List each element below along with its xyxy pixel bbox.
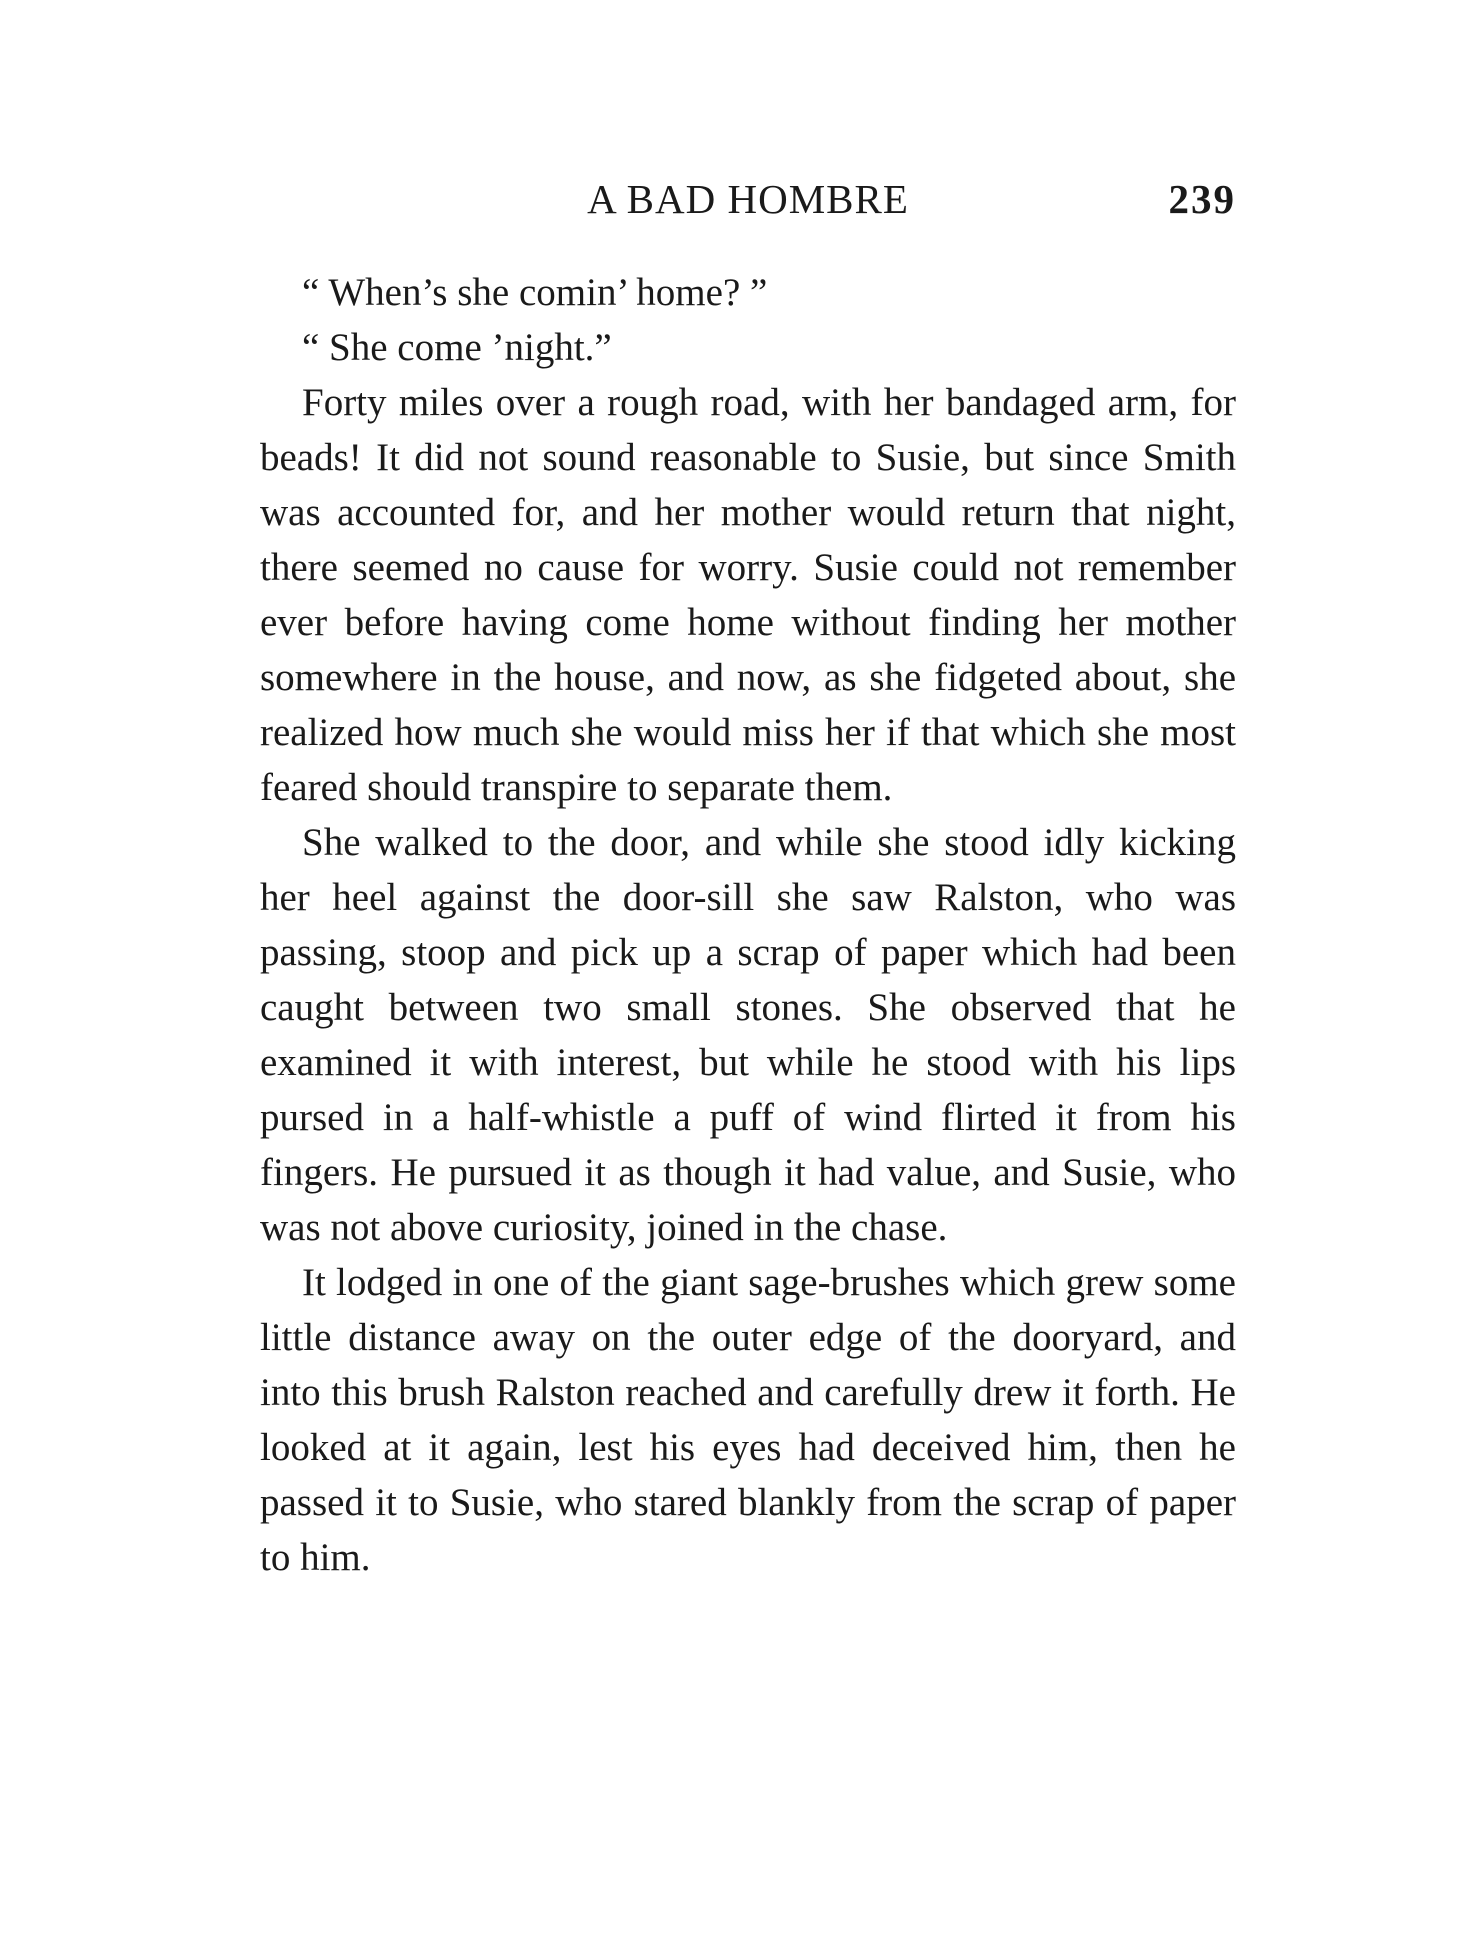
- running-title: A BAD HOMBRE: [587, 176, 909, 222]
- page-number: 239: [1168, 176, 1236, 222]
- paragraph-dialogue-1: “ When’s she comin’ home? ”: [302, 271, 768, 314]
- running-head: [260, 175, 1236, 225]
- paragraph-2: She walked to the door, and while she stood idly kicking her heel against the door-sill she saw Ralston, who was passing, stoop and pick up a scrap of paper which had been caught between two small stones. She observed that he examined it with interest, but while he stood with his lips pursed in a half-whistle a puff of wind flirted it from his fingers. He pursued it as though it had value, and Susie, who was not above curiosity, joined in the chase.: [260, 821, 1236, 1249]
- paragraph-1: Forty miles over a rough road, with her bandaged arm, for beads! It did not sound reasonable to Susie, but since Smith was accounted for, and her mother would return that night, there seemed no cause for worry. Susie could not remember ever before having come home without finding her mother somewhere in the house, and now, as she fidgeted about, she realized how much she would miss her if that which she most feared should transpire to separate them.: [260, 381, 1236, 809]
- paragraph-3: It lodged in one of the giant sage-brushes which grew some little distance away on the outer edge of the dooryard, and into this brush Ralston reached and carefully drew it forth. He looked at it again, lest his eyes had deceived him, then he passed it to Susie, who stared blankly from the scrap of paper to him.: [260, 1261, 1236, 1579]
- body-text: [260, 265, 1236, 1585]
- paragraph-dialogue-2: “ She come ’night.”: [302, 326, 612, 369]
